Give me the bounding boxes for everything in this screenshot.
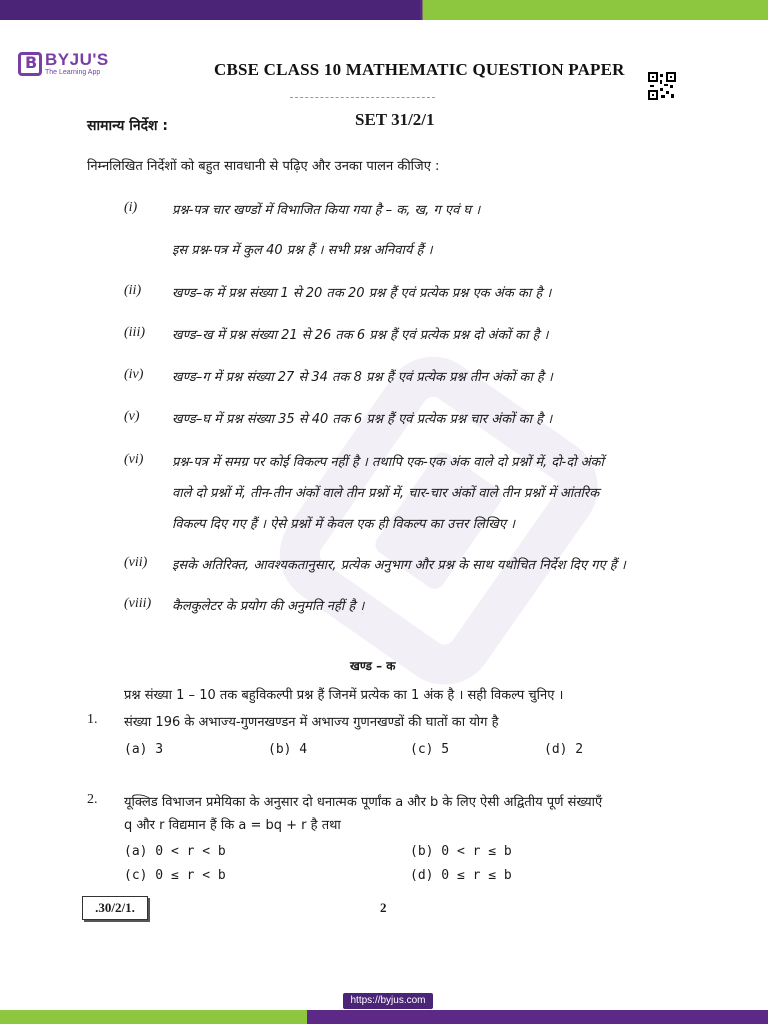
byjus-logo-icon	[18, 52, 42, 76]
instruction-text: विकल्प दिए गए हैं । ऐसे प्रश्नों में केवल एक ही विकल्प का उत्तर लिखिए ।	[172, 517, 516, 532]
instruction-text: इसके अतिरिक्त, आवश्यकतानुसार, प्रत्येक अनुभाग और प्रश्न के साथ यथोचित निर्देश दिए गए हैं ।	[172, 558, 626, 573]
instruction-number: (iv)	[124, 367, 144, 382]
question-text: संख्या 196 के अभाज्य-गुणनखण्डन में अभाज्य गुणनखण्डों की घातों का योग है	[124, 715, 499, 730]
logo-tagline: The Learning App	[45, 69, 101, 76]
top-brand-bar	[0, 0, 768, 20]
option-d[interactable]: (d) 2	[544, 742, 584, 757]
instructions-intro: निम्नलिखित निर्देशों को बहुत सावधानी से पढ़िए और उनका पालन कीजिए :	[87, 159, 440, 174]
option-c[interactable]: (c) 0 ≤ r < b	[124, 868, 226, 883]
instruction-text: खण्ड–क में प्रश्न संख्या 1 से 20 तक 20 प्रश्न हैं एवं प्रत्येक प्रश्न एक अंक का है ।	[172, 286, 552, 301]
option-c[interactable]: (c) 5	[410, 742, 450, 757]
instruction-text: प्रश्न-पत्र में समग्र पर कोई विकल्प नहीं है । तथापि एक-एक अंक वाले दो प्रश्नों में, दो-दो अंकों	[172, 455, 604, 470]
instruction-text: इस प्रश्न-पत्र में कुल 40 प्रश्न हैं । सभी प्रश्न अनिवार्य हैं ।	[172, 243, 433, 258]
question-text: यूक्लिड विभाजन प्रमेयिका के अनुसार दो धनात्मक पूर्णांक a और b के लिए ऐसी अद्वितीय पूर्ण संख्याएँ	[124, 795, 603, 810]
question-number: 1.	[87, 712, 98, 727]
paper-code-box: .30/2/1.	[82, 896, 148, 920]
instruction-number: (vi)	[124, 452, 144, 467]
title-divider	[290, 97, 435, 98]
instruction-number: (iii)	[124, 325, 145, 340]
option-b[interactable]: (b) 0 < r ≤ b	[410, 844, 512, 859]
website-link[interactable]: https://byjus.com	[343, 993, 433, 1009]
option-a[interactable]: (a) 0 < r < b	[124, 844, 226, 859]
instruction-text: खण्ड–घ में प्रश्न संख्या 35 से 40 तक 6 प्रश्न हैं एवं प्रत्येक प्रश्न चार अंकों का है ।	[172, 412, 553, 427]
instruction-number: (v)	[124, 409, 140, 424]
qr-code-icon	[648, 72, 676, 100]
bottom-brand-bar	[0, 1010, 768, 1024]
page-number: 2	[380, 900, 387, 915]
instruction-text: खण्ड–ग में प्रश्न संख्या 27 से 34 तक 8 प्रश्न हैं एवं प्रत्येक प्रश्न तीन अंकों का है ।	[172, 370, 553, 385]
paper-title: CBSE CLASS 10 MATHEMATIC QUESTION PAPER	[214, 60, 625, 79]
option-b[interactable]: (b) 4	[268, 742, 308, 757]
logo-name: BYJU'S	[45, 50, 109, 69]
instruction-number: (i)	[124, 200, 138, 215]
question-text: q और r विद्यमान हैं कि a = bq + r है तथा	[124, 818, 341, 833]
instruction-number: (viii)	[124, 596, 152, 611]
instruction-text: खण्ड–ख में प्रश्न संख्या 21 से 26 तक 6 प्रश्न हैं एवं प्रत्येक प्रश्न दो अंकों का है ।	[172, 328, 549, 343]
instruction-number: (vii)	[124, 555, 148, 570]
set-number: SET 31/2/1	[355, 110, 435, 129]
instruction-text: वाले दो प्रश्नों में, तीन-तीन अंकों वाले तीन प्रश्नों में, चार-चार अंकों वाले तीन प्रश्नों में आंतरिक	[172, 486, 600, 501]
instruction-number: (ii)	[124, 283, 142, 298]
byjus-logo[interactable]	[18, 50, 118, 84]
general-instructions-heading: सामान्य निर्देश :	[87, 118, 169, 134]
instruction-text: प्रश्न-पत्र चार खण्डों में विभाजित किया गया है – क, ख, ग एवं घ ।	[172, 203, 481, 218]
instruction-text: कैलकुलेटर के प्रयोग की अनुमति नहीं है ।	[172, 599, 365, 614]
question-number: 2.	[87, 792, 98, 807]
section-heading: खण्ड – क	[350, 659, 396, 673]
option-d[interactable]: (d) 0 ≤ r ≤ b	[410, 868, 512, 883]
section-subheading: प्रश्न संख्या 1 – 10 तक बहुविकल्पी प्रश्न हैं जिनमें प्रत्येक का 1 अंक है । सही विकल्प चुनिए ।	[124, 688, 564, 703]
option-a[interactable]: (a) 3	[124, 742, 164, 757]
